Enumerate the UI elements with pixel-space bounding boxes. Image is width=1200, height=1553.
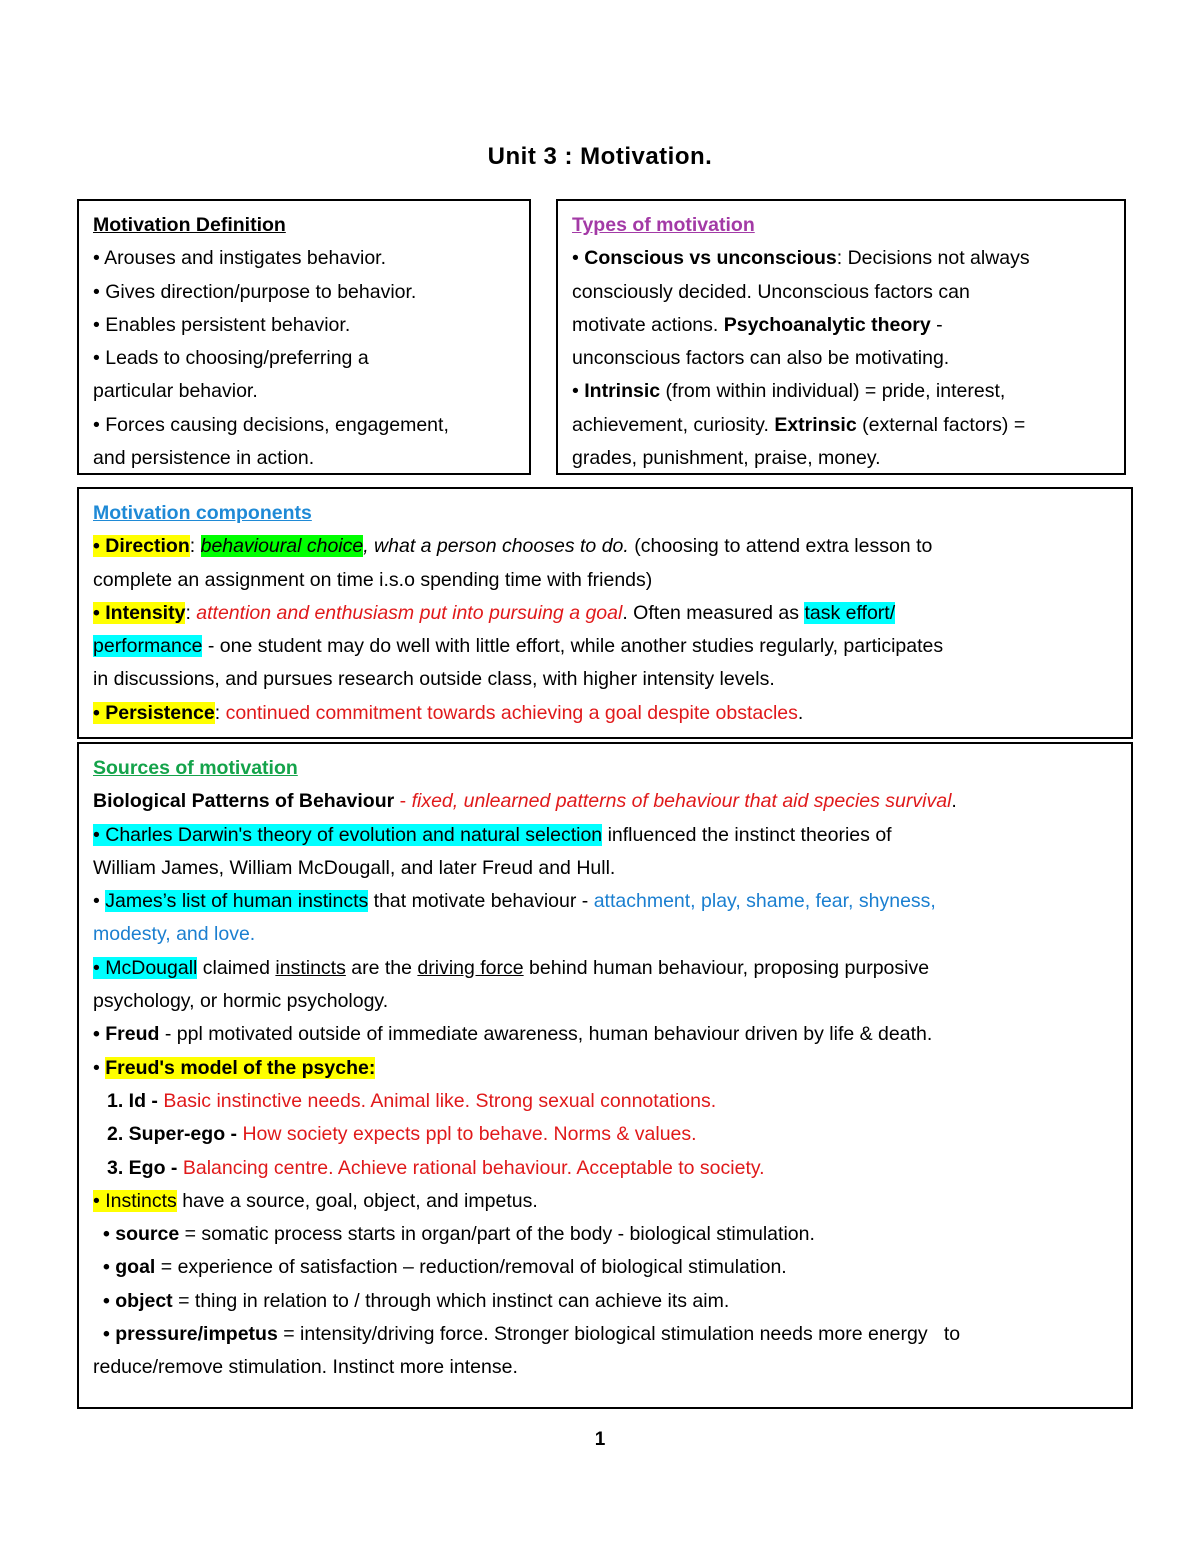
page-title: Unit 3 : Motivation. [487,143,713,170]
ego-line: 3. Ego - Balancing centre. Achieve rational behaviour. Acceptable to society. [107,1156,765,1179]
term-conscious: Conscious vs unconscious [584,247,837,270]
page-number: 1 [594,1429,606,1450]
definition-line: and persistence in action. [93,447,315,470]
mcdougall-line: • McDougall claimed instincts are the driving force behind human behaviour, proposing purposive [93,956,930,979]
intensity-line: • Intensity: attention and enthusiasm put into pursuing a goal. Often measured as task effort/ [93,601,896,624]
james-line-2: modesty, and love. [93,923,256,946]
intensity-line-3: in discussions, and pursues research outside class, with higher intensity levels. [93,668,775,691]
direction-line: • Direction: behavioural choice, what a person chooses to do. (choosing to attend extra lesson to [93,535,933,558]
types-line: • Intrinsic (from within individual) = pride, interest, [572,380,1006,403]
types-line: motivate actions. Psychoanalytic theory - [572,313,943,336]
term-extrinsic: Extrinsic [774,413,857,436]
components-box [77,487,1133,739]
definition-heading: Motivation Definition [93,214,286,236]
components-heading: Motivation components [93,502,312,524]
term-psychoanalytic: Psychoanalytic theory [723,313,931,336]
performance-highlight: performance [93,635,203,658]
definition-box [77,199,531,475]
intensity-label: • Intensity [93,601,186,624]
intensity-line-2: performance - one student may do well with little effort, while another studies regularly, participates [93,635,944,658]
freud-model-highlight: Freud's model of the psyche: [105,1056,376,1079]
persistence-label: • Persistence [93,701,215,724]
james-highlight: James’s list of human instincts [105,890,369,913]
types-line: achievement, curiosity. Extrinsic (external factors) = [572,413,1026,436]
pressure-line: • pressure/impetus = intensity/driving force. Stronger biological stimulation needs more energy to [103,1323,961,1346]
darwin-line: • Charles Darwin's theory of evolution and natural selection influenced the instinct theories of [93,823,892,846]
darwin-line-2: William James, William McDougall, and later Freud and Hull. [93,856,616,879]
darwin-highlight: • Charles Darwin's theory of evolution and natural selection [93,823,603,846]
persistence-line: • Persistence: continued commitment towards achieving a goal despite obstacles. [93,701,804,724]
source-line: • source = somatic process starts in organ/part of the body - biological stimulation. [103,1223,815,1246]
freud-model-line: • Freud's model of the psyche: [93,1056,376,1079]
types-line: • Conscious vs unconscious: Decisions not always [572,247,1030,270]
types-line: grades, punishment, praise, money. [572,447,881,470]
freud-line: • Freud - ppl motivated outside of immediate awareness, human behaviour driven by life & death. [93,1023,933,1046]
object-line: • object = thing in relation to / through which instinct can achieve its aim. [103,1289,730,1312]
sources-box [77,742,1133,1409]
goal-line: • goal = experience of satisfaction – reduction/removal of biological stimulation. [103,1256,787,1279]
mcdougall-line-2: psychology, or hormic psychology. [93,990,389,1013]
definition-line: • Leads to choosing/preferring a [93,347,369,370]
instincts-line: • Instincts have a source, goal, object, and impetus. [93,1189,538,1212]
definition-line: • Gives direction/purpose to behavior. [93,280,417,303]
mcdougall-highlight: • McDougall [93,956,198,979]
term-intrinsic: Intrinsic [584,380,661,403]
definition-line: • Forces causing decisions, engagement, [93,413,449,436]
definition-line: • Arouses and instigates behavior. [93,247,387,270]
direction-label: • Direction [93,535,190,558]
types-box [556,199,1126,475]
types-line: consciously decided. Unconscious factors can [572,280,970,303]
biological-line: Biological Patterns of Behaviour - fixed, unlearned patterns of behaviour that aid species survival. [93,790,957,813]
james-line: • James’s list of human instincts that motivate behaviour - attachment, play, shame, fear, shyness, [93,890,936,913]
super-ego-line: 2. Super-ego - How society expects ppl to behave. Norms & values. [107,1123,697,1146]
definition-line: particular behavior. [93,380,258,403]
direction-highlight: behavioural choice [200,535,364,558]
instincts-highlight: • Instincts [93,1189,177,1212]
task-effort-highlight: task effort/ [804,601,896,624]
pressure-line-2: reduce/remove stimulation. Instinct more intense. [93,1356,518,1379]
types-heading: Types of motivation [572,214,755,236]
definition-line: • Enables persistent behavior. [93,313,351,336]
types-line: unconscious factors can also be motivating. [572,347,950,370]
sources-heading: Sources of motivation [93,757,298,779]
direction-line-2: complete an assignment on time i.s.o spending time with friends) [93,568,653,591]
id-line: 1. Id - Basic instinctive needs. Animal like. Strong sexual connotations. [107,1089,717,1112]
